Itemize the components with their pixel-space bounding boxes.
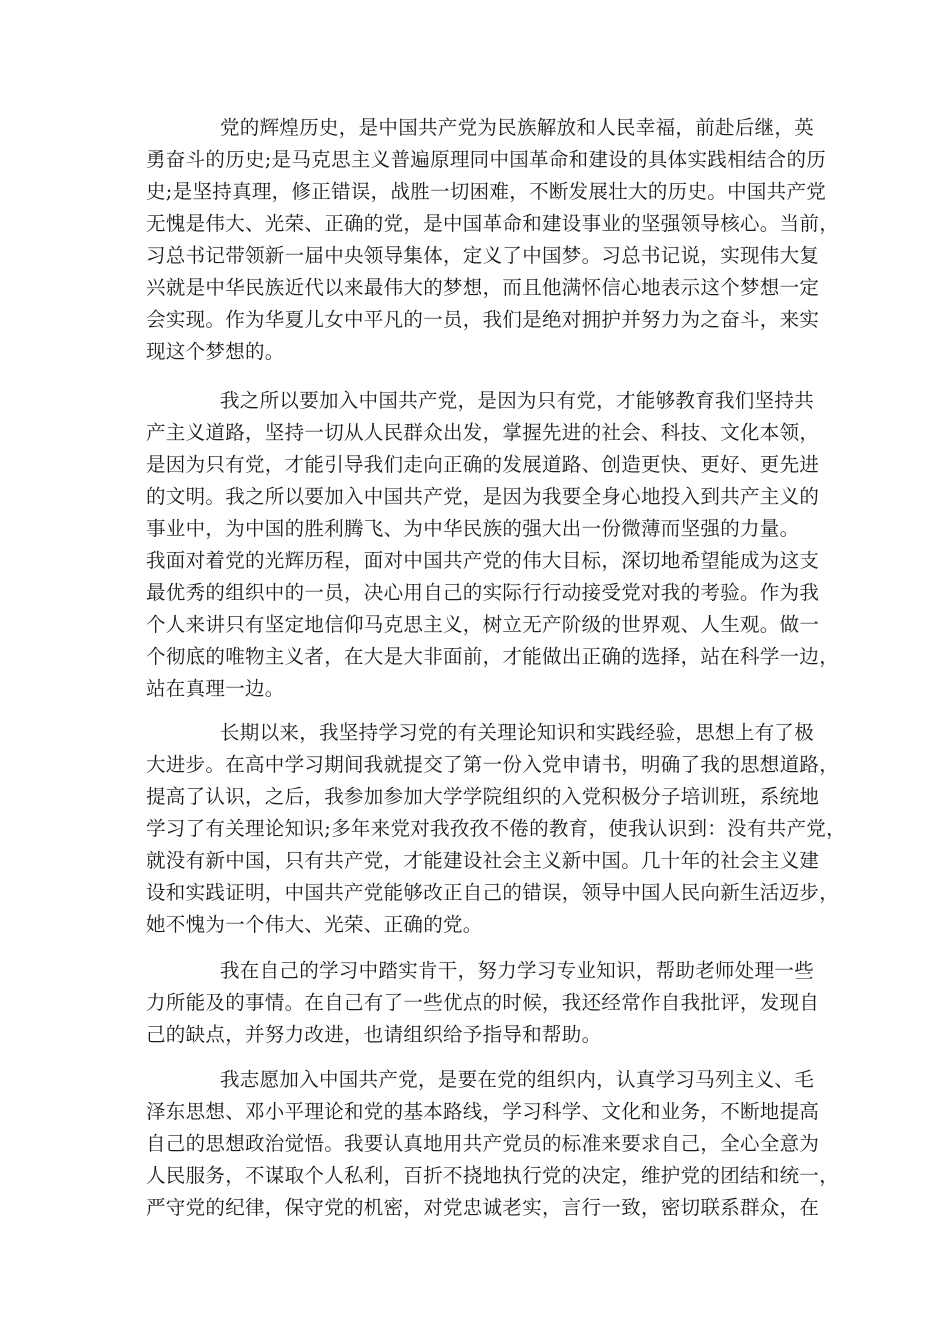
paragraph-1 <box>146 112 840 368</box>
paragraph-line: 我在自己的学习中踏实肯干，努力学习专业知识，帮助老师处理一些 <box>220 959 815 982</box>
paragraph-line: 史;是坚持真理，修正错误，战胜一切困难，不断发展壮大的历史。中国共产党 <box>146 180 827 203</box>
paragraph-line: 事业中，为中国的胜利腾飞、为中华民族的强大出一份微薄而坚强的力量。 <box>146 517 800 540</box>
paragraph-line: 学习了有关理论知识;多年来党对我孜孜不倦的教育，使我认识到：没有共产党， <box>146 817 846 840</box>
paragraph-line: 泽东思想、邓小平理论和党的基本路线，学习科学、文化和业务，不断地提高 <box>146 1100 820 1123</box>
paragraph-line: 设和实践证明，中国共产党能够改正自己的错误，领导中国人民向新生活迈步， <box>146 881 840 904</box>
paragraph-line: 个彻底的唯物主义者，在大是大非面前，才能做出正确的选择，站在科学一边， <box>146 645 840 668</box>
paragraph-line: 最优秀的组织中的一员，决心用自己的实际行行动接受党对我的考验。作为我 <box>146 581 820 604</box>
paragraph-line: 自己的思想政治觉悟。我要认真地用共产党员的标准来要求自己，全心全意为 <box>146 1132 820 1155</box>
paragraph-line: 长期以来，我坚持学习党的有关理论知识和实践经验，思想上有了极 <box>220 721 815 744</box>
paragraph-2 <box>146 385 840 705</box>
paragraph-line: 勇奋斗的历史;是马克思主义普遍原理同中国革命和建设的具体实践相结合的历 <box>146 148 827 171</box>
paragraph-line: 无愧是伟大、光荣、正确的党，是中国革命和建设事业的坚强领导核心。当前， <box>146 212 840 235</box>
paragraph-line: 的文明。我之所以要加入中国共产党，是因为我要全身心地投入到共产主义的 <box>146 485 820 508</box>
paragraph-line: 个人来讲只有坚定地信仰马克思主义，树立无产阶级的世界观、人生观。做一 <box>146 613 820 636</box>
paragraph-line: 人民服务，不谋取个人私利，百折不挠地执行党的决定，维护党的团结和统一， <box>146 1164 840 1187</box>
paragraph-line: 大进步。在高中学习期间我就提交了第一份入党申请书，明确了我的思想道路， <box>146 753 840 776</box>
paragraph-line: 我面对着党的光辉历程，面对中国共产党的伟大目标，深切地希望能成为这支 <box>146 549 820 572</box>
paragraph-line: 会实现。作为华夏儿女中平凡的一员，我们是绝对拥护并努力为之奋斗，来实 <box>146 308 820 331</box>
paragraph-line: 力所能及的事情。在自己有了一些优点的时候，我还经常作自我批评，发现自 <box>146 991 820 1014</box>
paragraph-line: 我志愿加入中国共产党，是要在党的组织内，认真学习马列主义、毛 <box>220 1068 815 1091</box>
paragraph-line: 就没有新中国，只有共产党，才能建设社会主义新中国。几十年的社会主义建 <box>146 849 820 872</box>
paragraph-line: 党的辉煌历史，是中国共产党为民族解放和人民幸福，前赴后继，英 <box>220 116 815 139</box>
paragraph-line: 产主义道路，坚持一切从人民群众出发，掌握先进的社会、科技、文化本领， <box>146 421 820 444</box>
paragraph-4 <box>146 955 820 1051</box>
paragraph-line: 我之所以要加入中国共产党，是因为只有党，才能够教育我们坚持共 <box>220 389 815 412</box>
paragraph-line: 站在真理一边。 <box>146 677 285 700</box>
paragraph-line: 习总书记带领新一届中央领导集体，定义了中国梦。习总书记说，实现伟大复 <box>146 244 820 267</box>
paragraph-line: 是因为只有党，才能引导我们走向正确的发展道路、创造更快、更好、更先进 <box>146 453 820 476</box>
paragraph-line: 己的缺点，并努力改进，也请组织给予指导和帮助。 <box>146 1023 602 1046</box>
paragraph-3 <box>146 717 846 941</box>
paragraph-line: 她不愧为一个伟大、光荣、正确的党。 <box>146 913 483 936</box>
paragraph-line: 提高了认识，之后，我参加参加大学学院组织的入党积极分子培训班，系统地 <box>146 785 820 808</box>
paragraph-line: 兴就是中华民族近代以来最伟大的梦想，而且他满怀信心地表示这个梦想一定 <box>146 276 820 299</box>
paragraph-line: 严守党的纪律，保守党的机密，对党忠诚老实，言行一致，密切联系群众，在 <box>146 1196 820 1219</box>
paragraph-line: 现这个梦想的。 <box>146 340 285 363</box>
paragraph-5 <box>146 1064 840 1224</box>
